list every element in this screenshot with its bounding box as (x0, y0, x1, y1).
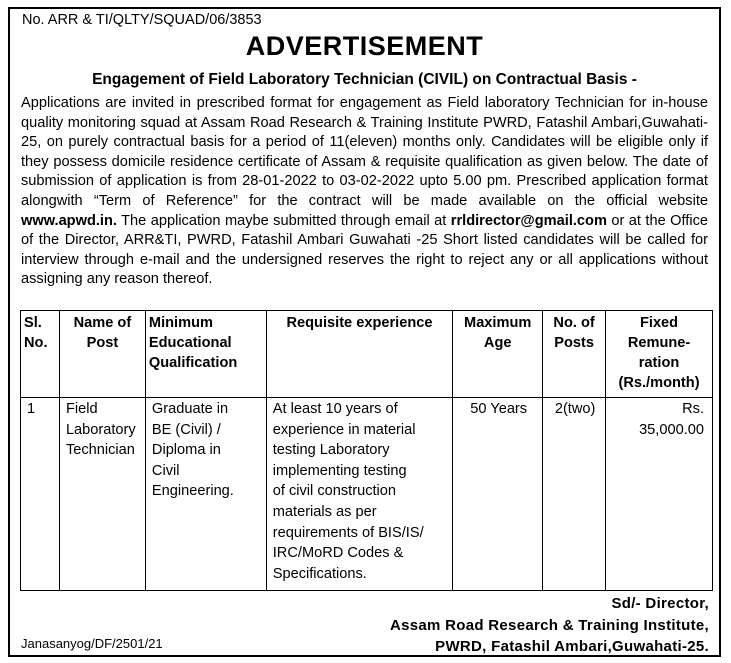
header-post-name: Name of Post (59, 311, 145, 398)
reference-number: No. ARR & TI/QLTY/SQUAD/06/3853 (22, 12, 262, 28)
website-link[interactable]: www.apwd.in. (21, 212, 117, 229)
header-experience: Requisite experience (266, 311, 453, 398)
table-row (21, 398, 713, 591)
cell-qualification: Graduate in BE (Civil) / Diploma in Civil Engineering. (145, 398, 266, 591)
subtitle: Engagement of Field Laboratory Technician (CIVIL) on Contractual Basis - (92, 71, 637, 88)
header-sl-no: Sl. No. (21, 311, 60, 398)
header-no-of-posts: No. of Posts (543, 311, 606, 398)
advertisement-frame (8, 7, 721, 657)
cell-sl-no: 1 (21, 398, 60, 591)
body-paragraph (21, 94, 708, 290)
header-qualification: Minimum Educational Qualification (145, 311, 266, 398)
vacancy-table (20, 310, 713, 591)
body-text-part1: Applications are invited in prescribed format for engagement as Field laboratory Technician for in-house quality monitoring squad at Assam Road Research & Training Institute PWRD, Fatashil Ambari,Guwahati-25, on purely contractual basis for a period of 11(eleven) months only. Candidates will be eligible only if they possess domicile residence certificate of Assam & requisite qualification as given below. The date of submission of application is from 28-01-2022 to 03-02-2022 upto 5.00 pm. Prescribed application format alongwith “Term of Reference” for the contract will be made available on the official website (21, 95, 708, 209)
cell-no-of-posts: 2(two) (543, 398, 606, 591)
publication-code: Janasanyog/DF/2501/21 (21, 636, 163, 651)
cell-max-age: 50 Years (453, 398, 543, 591)
signature-block: Sd/- Director, Assam Road Research & Training Institute, PWRD, Fatashil Ambari,Guwahati-25. (389, 595, 709, 655)
cell-remuneration: Rs. 35,000.00 (606, 398, 713, 591)
email-link[interactable]: rrldirector@gmail.com (450, 212, 607, 229)
header-max-age: Maximum Age (453, 311, 543, 398)
cell-post-name: Field Laboratory Technician (59, 398, 145, 591)
body-text-part2: The application maybe submitted through email at (116, 212, 451, 229)
cell-experience: At least 10 years of experience in material testing Laboratory implementing testing of civil construction materials as per requirements of BIS/IS/ IRC/MoRD Codes & Specifications. (266, 398, 453, 591)
body-text-part3: or at the Office of the Director, ARR&TI, PWRD, Fatashil Ambari Guwahati -25 Short listed candidates will be called for interview through e-mail and the undersigned reserves the right to reject any or all applications without assigning any reason thereof. (21, 212, 708, 288)
header-remuneration: Fixed Remune- ration (Rs./month) (606, 311, 713, 398)
table-header-row (21, 311, 713, 398)
page-title: ADVERTISEMENT (245, 31, 484, 61)
